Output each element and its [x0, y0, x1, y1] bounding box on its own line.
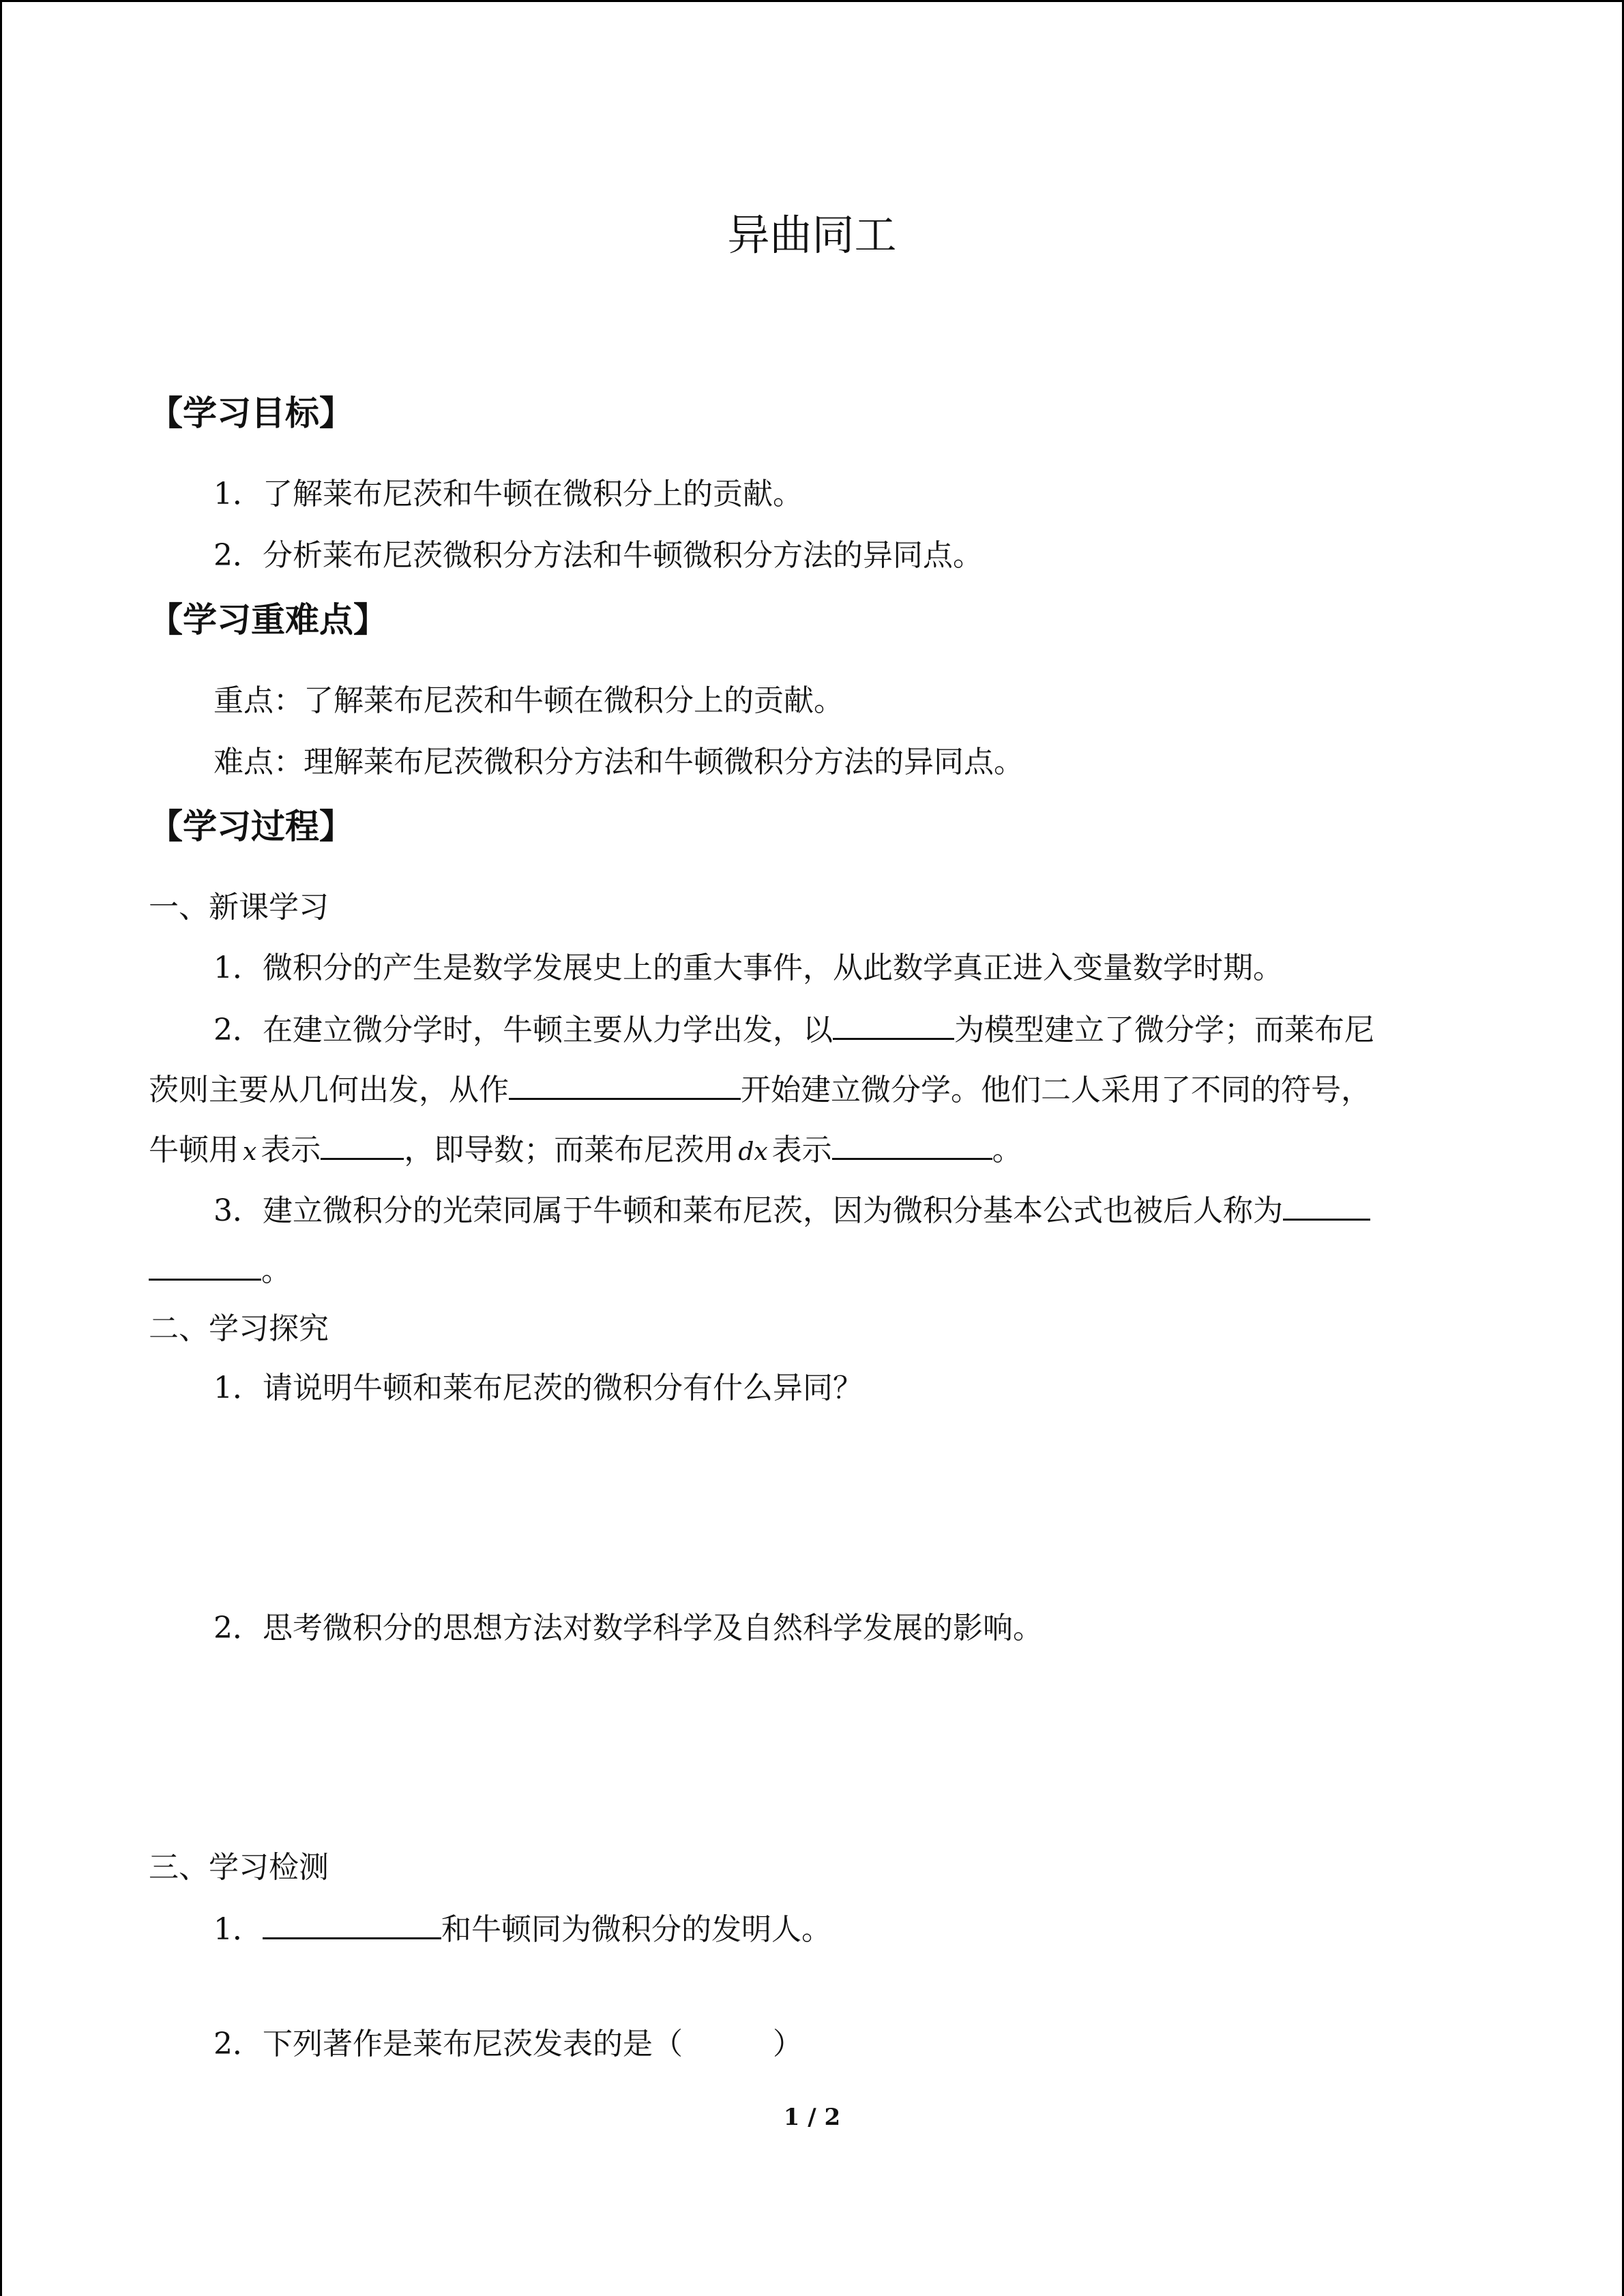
difficult-point-item: 难点：理解莱布尼茨微积分方法和牛顿微积分方法的异同点。	[213, 745, 1024, 779]
part1-question-3-line1: 3．建立微积分的光荣同属于牛顿和莱布尼茨，因为微积分基本公式也被后人称为	[213, 1189, 1370, 1232]
part1-question-2-line2: 茨则主要从几何出发，从作 开始建立微分学。他们二人采用了不同的符号，	[149, 1068, 1371, 1111]
goal-item-2: 2．分析莱布尼茨微积分方法和牛顿微积分方法的异同点。	[213, 538, 983, 573]
part2-question-2: 2．思考微积分的思想方法对数学科学及自然科学发展的影响。	[213, 1611, 1043, 1645]
fill-blank[interactable]	[833, 1008, 954, 1040]
part3-question-2: 2．下列著作是莱布尼茨发表的是（ ）	[213, 2027, 803, 2061]
page-number: 1 / 2	[783, 2104, 841, 2131]
fill-blank[interactable]	[509, 1068, 741, 1100]
section-heading-goals: 【学习目标】	[149, 393, 353, 433]
part1-question-1: 1．微积分的产生是数学发展史上的重大事件，从此数学真正进入变量数学时期。	[213, 951, 1283, 985]
part1-question-2-line1: 2．在建立微分学时，牛顿主要从力学出发，以 为模型建立了微分学；而莱布尼	[213, 1008, 1374, 1051]
part3-question-1: 1． 和牛顿同为微积分的发明人。	[213, 1907, 831, 1950]
key-point-item: 重点：了解莱布尼茨和牛顿在微积分上的贡献。	[213, 683, 844, 718]
part3-heading: 三、学习检测	[149, 1850, 329, 1885]
part1-question-3-line2: 。	[149, 1249, 291, 1292]
page-border-top	[0, 0, 1624, 2]
section-heading-process: 【学习过程】	[149, 806, 353, 846]
page-border-left	[0, 0, 2, 2296]
fill-blank[interactable]	[263, 1907, 441, 1939]
part2-heading: 二、学习探究	[149, 1311, 329, 1346]
page-title: 异曲同工	[727, 210, 897, 260]
part1-heading: 一、新课学习	[149, 890, 329, 925]
part2-question-1: 1．请说明牛顿和莱布尼茨的微积分有什么异同？	[213, 1371, 863, 1405]
fill-blank[interactable]	[149, 1249, 261, 1281]
fill-blank[interactable]	[1283, 1189, 1370, 1221]
fill-blank[interactable]	[321, 1128, 404, 1160]
goal-item-1: 1．了解莱布尼茨和牛顿在微积分上的贡献。	[213, 477, 803, 511]
part1-question-2-line3: 牛顿用 x 表示 ，即导数；而莱布尼茨用 dx 表示 。	[149, 1128, 1022, 1173]
fill-blank[interactable]	[832, 1128, 992, 1160]
section-heading-key-points: 【学习重难点】	[149, 599, 387, 640]
